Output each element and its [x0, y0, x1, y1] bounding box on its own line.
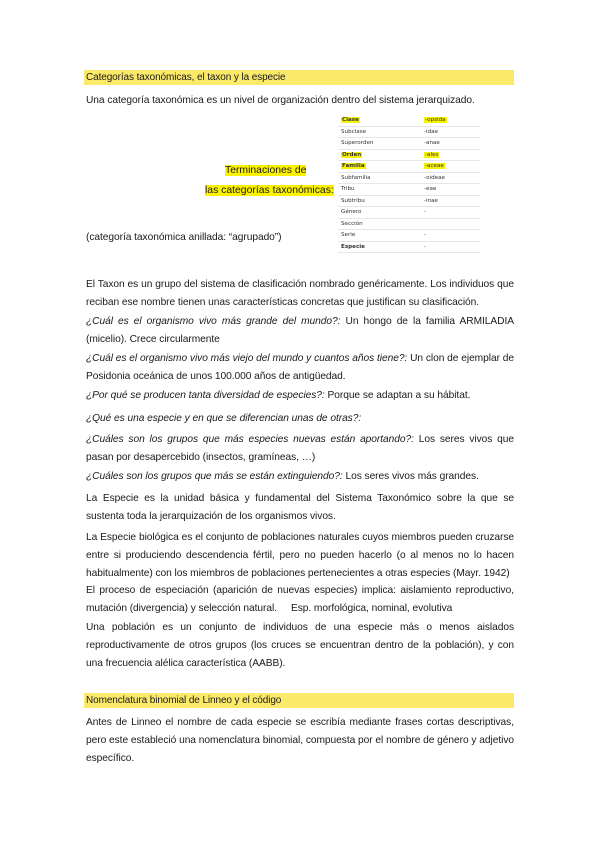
terminations-label-2: las categorías taxonómicas: [205, 185, 334, 196]
taxonomy-rank: Especie [341, 243, 365, 250]
taxonomy-rank: Clase [342, 117, 359, 123]
taxonomy-rank: Orden [342, 151, 362, 158]
question-text: ¿Cuál es el organismo vivo más viejo del mundo y cuantos años tiene?: [86, 353, 408, 364]
biological-species-definition: La Especie biológica es el conjunto de poblaciones naturales cuyos miembros pueden cruzarse entre si produciendo descendencia fértil, pero no pueden hacerlo (o al menos no lo hacen habitualmente) con los miembros de poblaciones pertenecientes a otras especies (Mayr. 1942) [86, 532, 514, 579]
taxonomy-suffix: - [424, 232, 427, 238]
taxonomy-suffix: - [424, 209, 427, 215]
question-diversity [86, 387, 514, 405]
question-extinction [86, 468, 514, 486]
taxonomy-rank: Serie [341, 232, 356, 238]
taxonomy-suffix: -eae [424, 186, 437, 192]
answer-text: Los seres vivos más grandes. [342, 471, 479, 482]
question-new-species [86, 431, 514, 467]
taxonomy-row [338, 196, 480, 206]
linnaeus-paragraph: Antes de Linneo el nombre de cada especie se escribía mediante frases cortas descriptivas, pero este estableció una nomenclatura binomial, compuesta por el nombre de género y adjetivo específico. [86, 717, 514, 764]
taxonomy-rank: Subfamilia [341, 174, 371, 181]
taxonomy-row [338, 115, 480, 125]
taxonomy-row [338, 138, 480, 148]
taxonomy-rank: Familia [342, 163, 365, 169]
taxonomy-row [338, 207, 480, 217]
taxonomy-suffix: -opsida [425, 117, 446, 123]
answer-text: Los seres vivos que pasan por desapercebido (insectos, gramíneas, …) [86, 434, 514, 463]
intro-paragraph: Una categoría taxonómica es un nivel de organización dentro del sistema jerarquizado. [86, 95, 475, 106]
taxon-definition: El Taxon es un grupo del sistema de clasificación nombrado genéricamente. Los individuos que reciban ese nombre tienen unas características concretas que justifican su clasificación. [86, 279, 514, 308]
taxonomy-row [338, 219, 480, 229]
terminations-label-1: Terminaciones de [225, 165, 307, 176]
taxonomy-rank: Subtribu [341, 197, 365, 204]
taxonomy-rank: Género [341, 209, 362, 215]
speciation-paragraph [86, 582, 514, 618]
taxonomy-suffix: -ales [425, 151, 439, 158]
taxonomy-row [338, 127, 480, 137]
question-text: ¿Cuál es el organismo vivo más grande del mundo?: [86, 316, 341, 327]
answer-text: Un clon de ejemplar de Posidonia oceánica de unos 100.000 años de antigüedad. [86, 353, 514, 382]
population-definition: Una población es un conjunto de individuos de una especie más o menos aislados reproductivamente de otros grupos (los cruces se encuentran dentro de la población), y con una frecuencia alélica característica (AABB). [86, 622, 514, 669]
question-what-is-species [86, 410, 514, 428]
taxonomy-row [338, 150, 480, 160]
question-text: ¿Cuáles son los grupos que más se están extinguiendo?: [86, 471, 343, 482]
question-largest-organism [86, 313, 514, 349]
speciation-types: Esp. morfológica, nominal, evolutiva [290, 603, 453, 614]
taxonomy-rank: Superorden [341, 140, 374, 146]
question-oldest-organism [86, 350, 514, 386]
taxonomy-suffix: -inae [424, 197, 438, 204]
taxonomy-row [338, 161, 480, 171]
taxonomy-suffix: - [424, 243, 427, 250]
taxonomy-suffix: -idae [424, 128, 438, 135]
taxonomy-suffix: -anae [424, 140, 440, 146]
question-text: ¿Por qué se producen tanta diversidad de especies?: [86, 390, 325, 401]
taxonomy-suffix: -aceae [425, 163, 444, 169]
nested-category-note: (categoría taxonómica anillada: “agrupado”) [86, 232, 282, 243]
answer-text: Un hongo de la familia ARMILADIA (micelio). Crece circularmente [86, 316, 515, 345]
taxonomy-divider [338, 252, 480, 253]
section-heading-nomenclatura: Nomenclatura binomial de Linneo y el código [84, 693, 514, 708]
taxonomy-row [338, 173, 480, 183]
speciation-text: El proceso de especiación (aparición de nuevas especies) implica: aislamiento reproductivo, mutación (divergencia) y selección natural. [86, 585, 514, 614]
section-heading-categorias: Categorías taxonómicas, el taxon y la especie [84, 70, 514, 85]
taxonomy-rank: Subclase [341, 128, 367, 135]
question-text: ¿Cuáles son los grupos que más especies nuevas están aportando?: [86, 434, 414, 445]
species-definition: La Especie es la unidad básica y fundamental del Sistema Taxonómico sobre la que se sustenta toda la jerarquización de los organismos vivos. [86, 493, 514, 522]
taxonomy-row [338, 184, 480, 194]
taxonomy-suffix: -oideae [424, 174, 445, 181]
answer-text: Porque se adaptan a su hábitat. [324, 390, 471, 401]
taxonomy-rank: Tribu [341, 186, 355, 192]
question-text: ¿Qué es una especie y en que se diferencian unas de otras?: [86, 413, 362, 424]
taxonomy-rank: Sección [341, 220, 363, 227]
